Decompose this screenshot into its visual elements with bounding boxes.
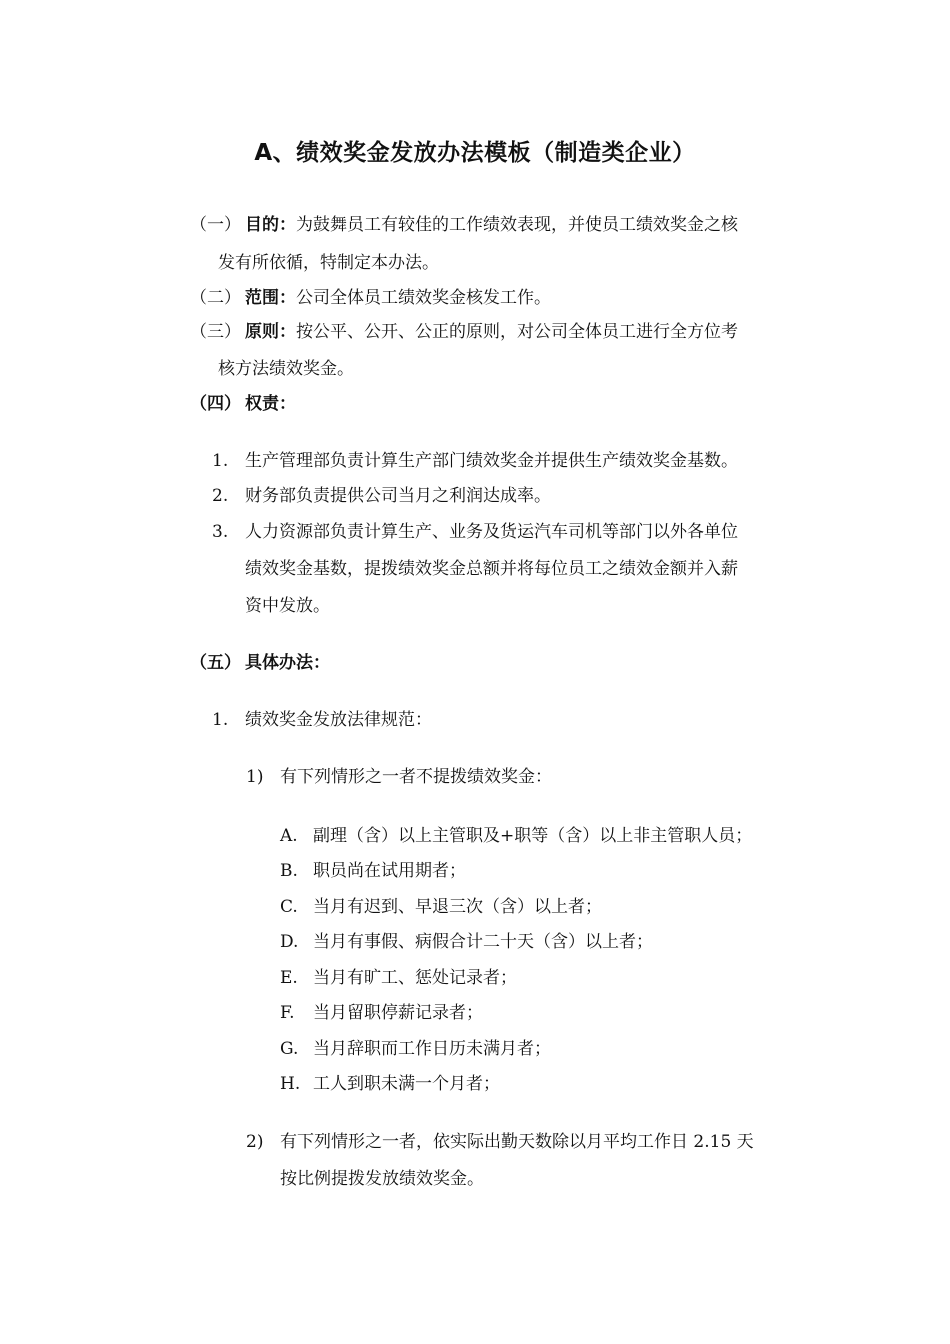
sub-item-2-line-1: 有下列情形之一者，依实际出勤天数除以月平均工作日 2.15 天 [280,1132,754,1152]
duty-item-2-number: 2. [212,486,229,506]
duty-item-3-line-3: 资中发放。 [245,596,330,616]
section-3-line-1 [245,321,738,343]
section-1-line-2: 发有所依循，特制定本办法。 [218,253,439,273]
method-item-1-number: 1. [212,710,229,730]
condition-e-text: 当月有旷工、惩处记录者； [313,968,517,988]
section-3-line-2: 核方法绩效奖金。 [218,359,354,379]
sub-item-2-number: 2) [246,1132,264,1152]
condition-f-text: 当月留职停薪记录者； [313,1003,483,1023]
condition-a-text: 副理（含）以上主管职及+职等（含）以上非主管职人员； [313,826,753,846]
condition-b-text: 职员尚在试用期者； [313,861,466,881]
condition-g-text: 当月辞职而工作日历未满月者； [313,1039,551,1059]
section-1-text: 为鼓舞员工有较佳的工作绩效表现，并使员工绩效奖金之核 [296,215,738,235]
section-2-line-1 [245,287,551,309]
section-2-heading: 范围： [245,288,296,308]
condition-f-letter: F. [280,1003,295,1023]
duty-item-1-line-1: 生产管理部负责计算生产部门绩效奖金并提供生产绩效奖金基数。 [245,451,738,471]
sub-item-1-text: 有下列情形之一者不提拨绩效奖金： [280,767,552,787]
condition-c-text: 当月有迟到、早退三次（含）以上者； [313,897,602,917]
sub-item-2-line-2: 按比例提拨发放绩效奖金。 [280,1169,484,1189]
condition-c-letter: C. [280,897,298,917]
page-title: A、绩效奖金发放办法模板（制造类企业） [254,140,696,166]
section-4-number: （四） [190,394,241,414]
duty-item-3-line-1: 人力资源部负责计算生产、业务及货运汽车司机等部门以外各单位 [245,522,738,542]
condition-a-letter: A. [280,826,298,846]
method-item-1-text: 绩效奖金发放法律规范： [245,710,432,730]
section-5-heading: 具体办法： [245,653,330,673]
section-4-heading: 权责： [245,394,296,414]
section-3-number: （三） [190,322,241,342]
section-1-heading: 目的： [245,215,296,235]
condition-b-letter: B. [280,861,298,881]
section-5-number: （五） [190,653,241,673]
condition-d-text: 当月有事假、病假合计二十天（含）以上者； [313,932,653,952]
section-3-heading: 原则： [245,322,296,342]
section-2-text: 公司全体员工绩效奖金核发工作。 [296,288,551,308]
section-1-line-1 [245,214,738,236]
duty-item-1-number: 1. [212,451,229,471]
duty-item-2-line-1: 财务部负责提供公司当月之利润达成率。 [245,486,551,506]
duty-item-3-number: 3. [212,522,229,542]
section-3-text: 按公平、公开、公正的原则，对公司全体员工进行全方位考 [296,322,738,342]
condition-h-letter: H. [280,1074,301,1094]
section-1-number: （一） [190,215,241,235]
condition-d-letter: D. [280,932,299,952]
sub-item-1-number: 1) [246,767,264,787]
section-2-number: （二） [190,288,241,308]
condition-g-letter: G. [280,1039,299,1059]
condition-h-text: 工人到职未满一个月者； [313,1074,500,1094]
condition-e-letter: E. [280,968,298,988]
duty-item-3-line-2: 绩效奖金基数，提拨绩效奖金总额并将每位员工之绩效金额并入薪 [245,559,738,579]
